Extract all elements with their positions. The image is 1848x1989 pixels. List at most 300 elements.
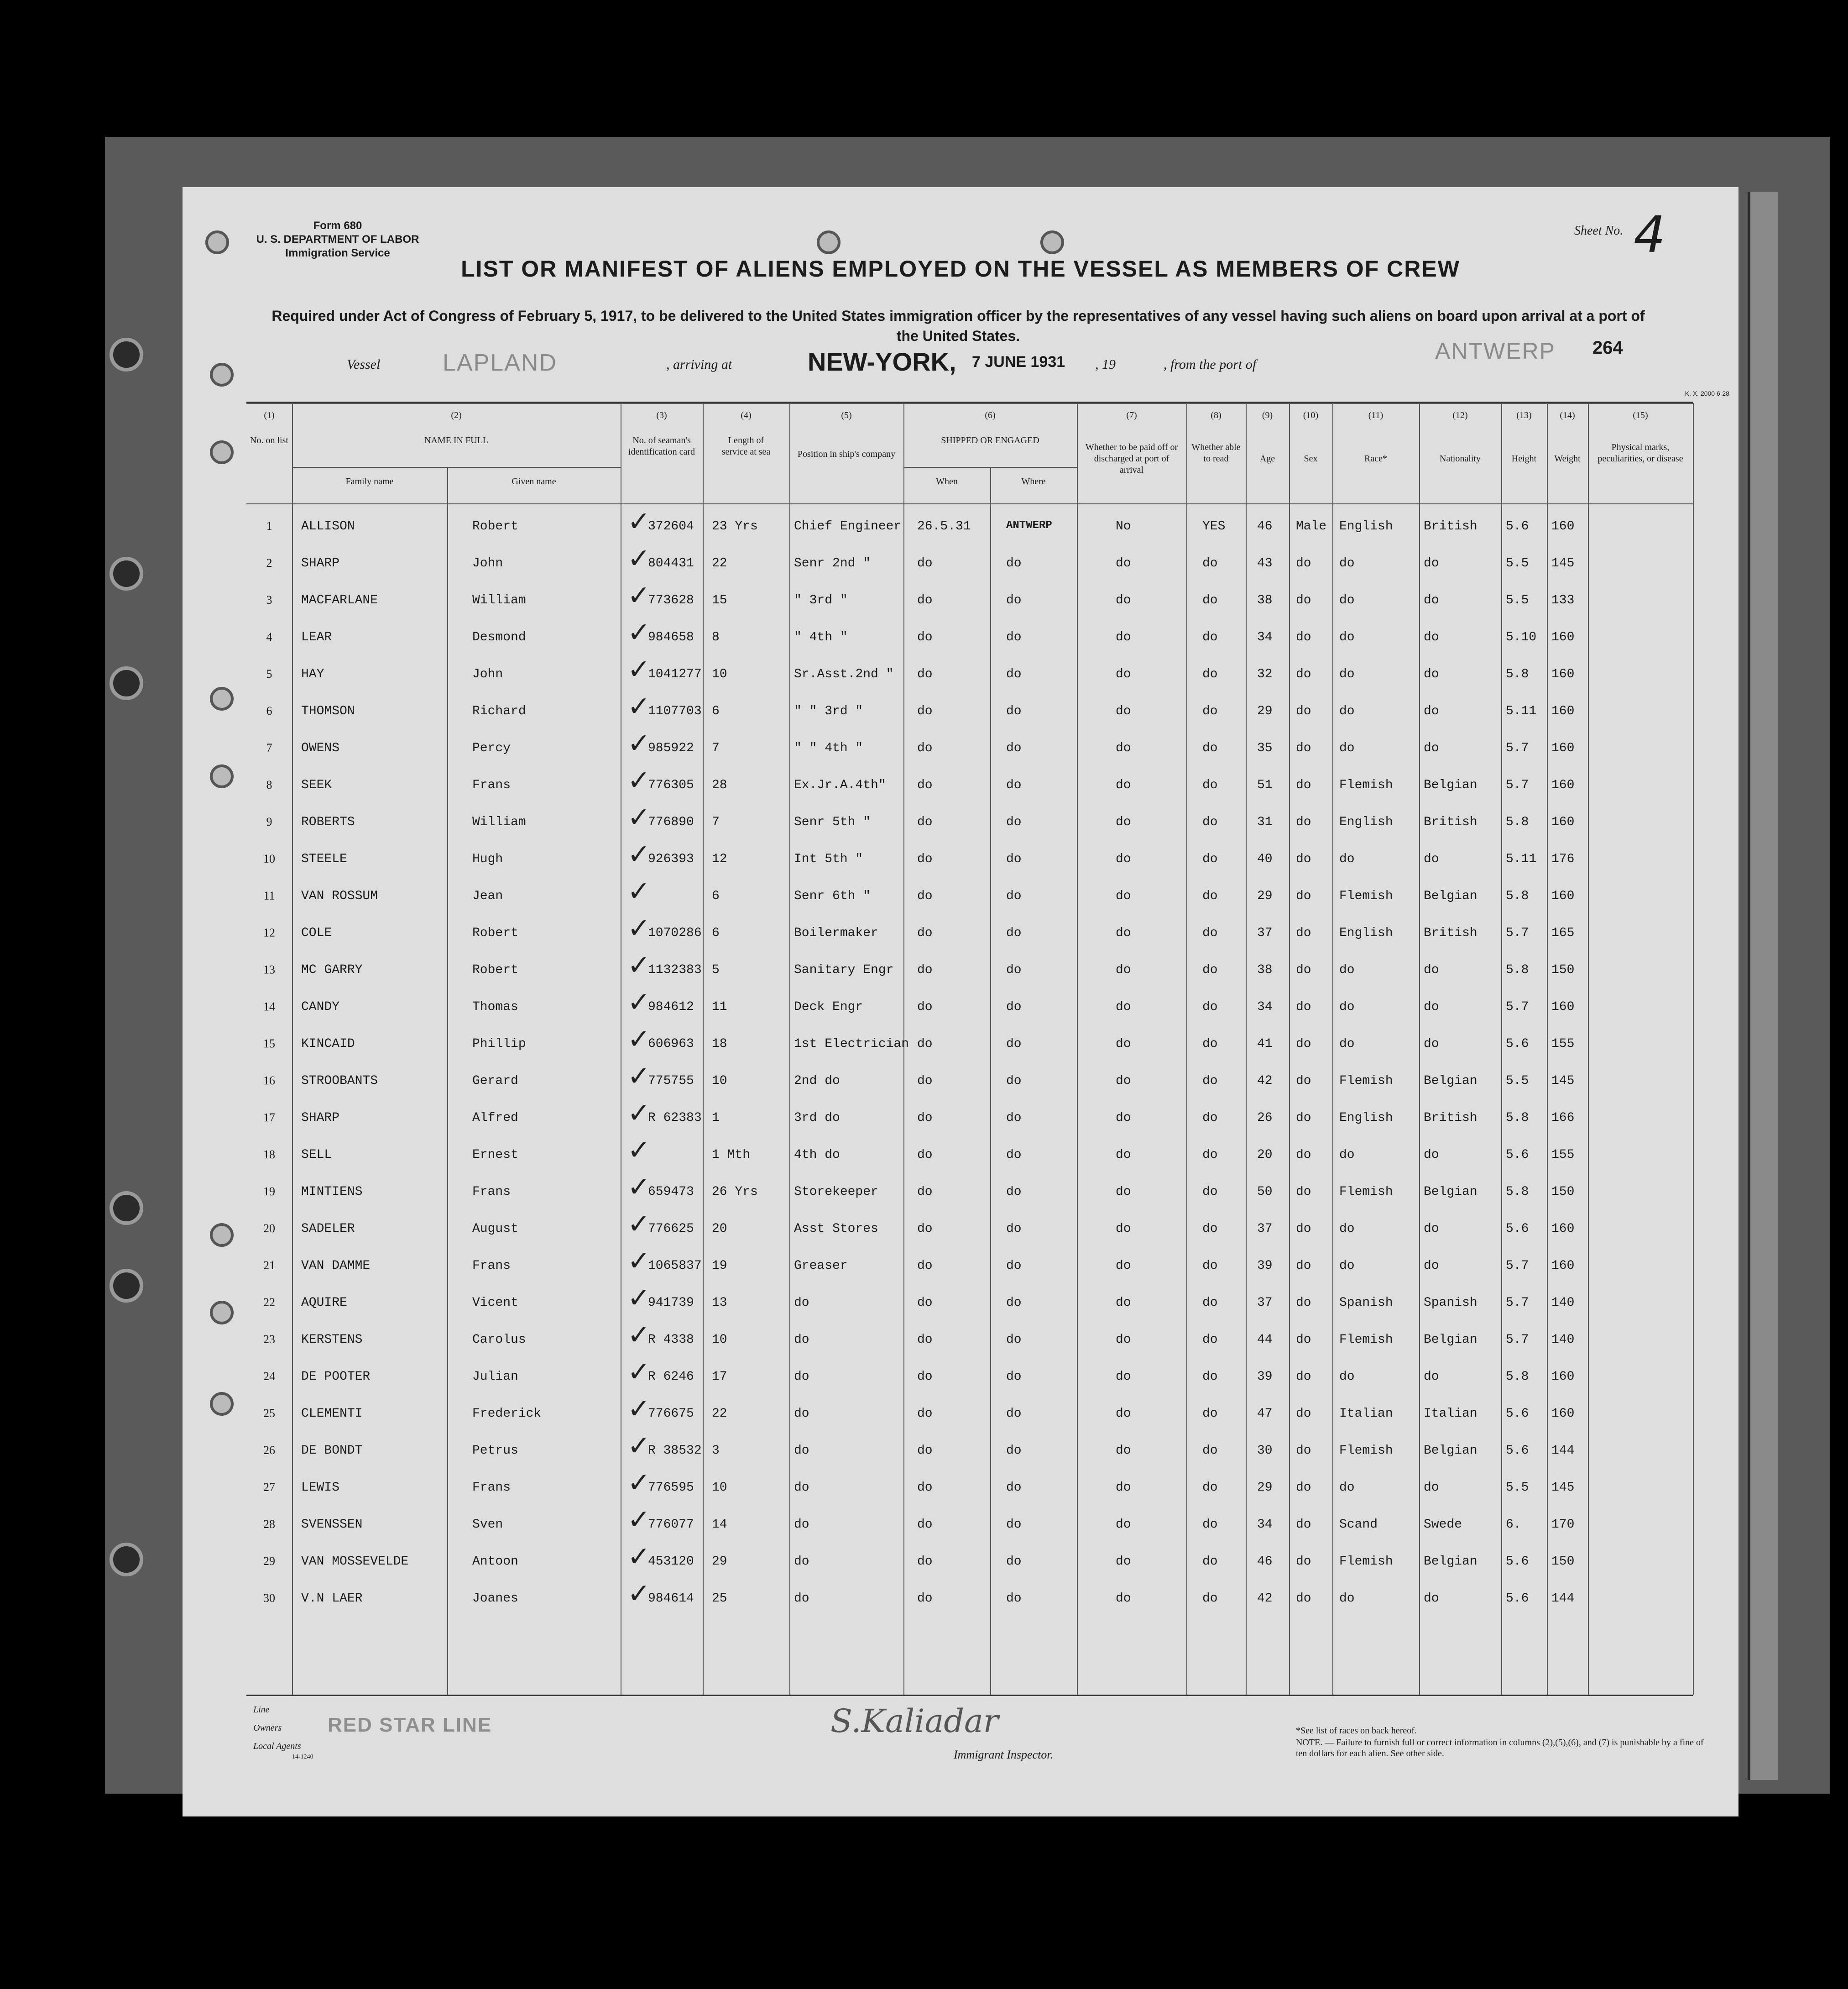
- cell-weight: 155: [1551, 1148, 1575, 1162]
- cell-service: 3: [712, 1444, 720, 1458]
- cell-paid: do: [1116, 630, 1131, 644]
- cell-paid: do: [1116, 1481, 1131, 1495]
- cell-position: Ex.Jr.A.4th": [794, 778, 886, 792]
- sheet-number: 4: [1634, 205, 1665, 264]
- cell-when: do: [917, 1222, 933, 1236]
- cell-sex: do: [1296, 1259, 1311, 1273]
- cell-weight: 170: [1551, 1518, 1575, 1532]
- col-7-number: (7): [1126, 410, 1137, 420]
- cell-position: " " 3rd ": [794, 704, 863, 718]
- cell-family: CANDY: [301, 1000, 340, 1014]
- cell-given: John: [472, 667, 503, 681]
- cell-paid: do: [1116, 1407, 1131, 1421]
- cell-age: 29: [1257, 889, 1273, 903]
- cell-weight: 160: [1551, 1370, 1575, 1384]
- cell-weight: 165: [1551, 926, 1575, 940]
- checkmark-icon: ✓: [627, 1245, 651, 1277]
- cell-when: do: [917, 1518, 933, 1532]
- cell-nationality: do: [1424, 1000, 1439, 1014]
- cell-race: English: [1339, 1111, 1393, 1125]
- cell-service: 11: [712, 1000, 727, 1014]
- cell-nationality: do: [1424, 963, 1439, 977]
- col-3-label: No. of seaman's identification card: [628, 435, 695, 457]
- col-1-number: (1): [264, 410, 275, 420]
- cell-when: do: [917, 963, 933, 977]
- from-port-label: , from the port of: [1164, 357, 1257, 372]
- race-note: *See list of races on back hereof.: [1296, 1726, 1417, 1736]
- cell-paid: do: [1116, 926, 1131, 940]
- col-14-number: (14): [1560, 410, 1575, 420]
- cell-height: 5.7: [1506, 1259, 1529, 1273]
- cell-when: do: [917, 593, 933, 607]
- cell-card: R 6246: [648, 1370, 694, 1384]
- row-number: 8: [266, 778, 272, 791]
- cell-weight: 150: [1551, 1555, 1575, 1569]
- cell-service: 6: [712, 926, 720, 940]
- cell-where: do: [1006, 852, 1022, 866]
- cell-card: 453120: [648, 1555, 694, 1569]
- punch-hole: [210, 440, 234, 464]
- cell-read: do: [1202, 1370, 1218, 1384]
- year-label: , 19: [1095, 357, 1116, 372]
- cell-family: V.N LAER: [301, 1591, 363, 1606]
- column-rule: [1547, 403, 1548, 1695]
- cell-given: Alfred: [472, 1111, 518, 1125]
- cell-read: do: [1202, 1000, 1218, 1014]
- page-number: 264: [1592, 338, 1623, 358]
- cell-given: Robert: [472, 519, 518, 534]
- cell-age: 51: [1257, 778, 1273, 792]
- cell-race: Flemish: [1339, 1444, 1393, 1458]
- cell-where: do: [1006, 593, 1022, 607]
- column-rule: [1186, 403, 1187, 1695]
- cell-race: Flemish: [1339, 1333, 1393, 1347]
- cell-age: 40: [1257, 852, 1273, 866]
- cell-nationality: do: [1424, 1148, 1439, 1162]
- row-number: 24: [263, 1370, 275, 1383]
- row-number: 2: [266, 556, 272, 570]
- cell-paid: No: [1116, 519, 1131, 534]
- cell-position: Senr 6th ": [794, 889, 871, 903]
- cell-sex: do: [1296, 1296, 1311, 1310]
- cell-height: 5.8: [1506, 1185, 1529, 1199]
- cell-height: 5.8: [1506, 1370, 1529, 1384]
- cell-position: Greaser: [794, 1259, 848, 1273]
- row-number: 25: [263, 1407, 275, 1420]
- cell-family: SHARP: [301, 556, 340, 571]
- cell-position: 2nd do: [794, 1074, 840, 1088]
- punch-hole: [210, 1301, 234, 1324]
- cell-race: Flemish: [1339, 1185, 1393, 1199]
- col-6-label: SHIPPED OR ENGAGED: [941, 435, 1039, 445]
- cell-where: do: [1006, 1259, 1022, 1273]
- cell-given: Frans: [472, 1481, 511, 1495]
- cell-sex: do: [1296, 1037, 1311, 1051]
- cell-sex: do: [1296, 926, 1311, 940]
- cell-family: STEELE: [301, 852, 347, 866]
- cell-race: Spanish: [1339, 1296, 1393, 1310]
- where-header: Where: [1021, 476, 1046, 487]
- cell-paid: do: [1116, 1259, 1131, 1273]
- cell-weight: 160: [1551, 889, 1575, 903]
- cell-when: do: [917, 1000, 933, 1014]
- cell-given: Robert: [472, 963, 518, 977]
- cell-race: do: [1339, 1481, 1355, 1495]
- cell-age: 20: [1257, 1148, 1273, 1162]
- cell-race: do: [1339, 1370, 1355, 1384]
- cell-race: do: [1339, 667, 1355, 681]
- cell-given: Joanes: [472, 1591, 518, 1606]
- cell-sex: do: [1296, 1555, 1311, 1569]
- cell-position: do: [794, 1370, 809, 1384]
- cell-weight: 160: [1551, 667, 1575, 681]
- cell-paid: do: [1116, 1444, 1131, 1458]
- cell-height: 5.6: [1506, 1407, 1529, 1421]
- cell-family: DE POOTER: [301, 1370, 371, 1384]
- cell-given: William: [472, 815, 526, 829]
- cell-age: 37: [1257, 926, 1273, 940]
- col-13-number: (13): [1516, 410, 1532, 420]
- cell-height: 5.6: [1506, 1222, 1529, 1236]
- punch-hole: [110, 1191, 143, 1225]
- column-rule: [1501, 403, 1502, 1695]
- cell-nationality: do: [1424, 1222, 1439, 1236]
- col-1-label: No. on list: [250, 435, 288, 445]
- cell-given: Phillip: [472, 1037, 526, 1051]
- col-4-number: (4): [741, 410, 752, 420]
- checkmark-icon: ✓: [627, 1467, 651, 1499]
- cell-read: do: [1202, 1296, 1218, 1310]
- cell-family: DE BONDT: [301, 1444, 363, 1458]
- cell-position: Sr.Asst.2nd ": [794, 667, 894, 681]
- cell-where: do: [1006, 630, 1022, 644]
- cell-service: 23 Yrs: [712, 519, 758, 534]
- cell-height: 5.6: [1506, 1037, 1529, 1051]
- cell-position: Asst Stores: [794, 1222, 878, 1236]
- cell-nationality: do: [1424, 1037, 1439, 1051]
- cell-service: 25: [712, 1591, 727, 1606]
- cell-given: Desmond: [472, 630, 526, 644]
- cell-height: 5.8: [1506, 1111, 1529, 1125]
- cell-family: VAN ROSSUM: [301, 889, 378, 903]
- cell-paid: do: [1116, 741, 1131, 755]
- cell-read: do: [1202, 778, 1218, 792]
- cell-race: Italian: [1339, 1407, 1393, 1421]
- row-number: 1: [266, 519, 272, 533]
- cell-service: 5: [712, 963, 720, 977]
- cell-card: 1132383: [648, 963, 702, 977]
- punch-hole: [110, 338, 143, 372]
- cell-weight: 155: [1551, 1037, 1575, 1051]
- cell-where: do: [1006, 1407, 1022, 1421]
- cell-card: R 38532: [648, 1444, 702, 1458]
- cell-given: Vicent: [472, 1296, 518, 1310]
- cell-when: do: [917, 1074, 933, 1088]
- cell-sex: do: [1296, 630, 1311, 644]
- punch-hole: [110, 666, 143, 700]
- cell-age: 38: [1257, 963, 1273, 977]
- cell-nationality: Belgian: [1424, 1555, 1477, 1569]
- cell-read: do: [1202, 1555, 1218, 1569]
- row-number: 27: [263, 1481, 275, 1494]
- cell-race: English: [1339, 815, 1393, 829]
- cell-height: 5.6: [1506, 1555, 1529, 1569]
- cell-sex: do: [1296, 1518, 1311, 1532]
- cell-race: Flemish: [1339, 889, 1393, 903]
- row-number: 4: [266, 630, 272, 644]
- cell-when: do: [917, 1407, 933, 1421]
- col-11-label: Race*: [1364, 454, 1387, 464]
- cell-family: AQUIRE: [301, 1296, 347, 1310]
- cell-nationality: Belgian: [1424, 1444, 1477, 1458]
- cell-family: VAN DAMME: [301, 1259, 371, 1273]
- cell-weight: 140: [1551, 1296, 1575, 1310]
- cell-card: 804431: [648, 556, 694, 571]
- cell-card: 1070286: [648, 926, 702, 940]
- cell-age: 44: [1257, 1333, 1273, 1347]
- cell-service: 29: [712, 1555, 727, 1569]
- cell-when: do: [917, 889, 933, 903]
- cell-age: 34: [1257, 1518, 1273, 1532]
- col-12-label: Nationality: [1440, 454, 1481, 464]
- cell-weight: 160: [1551, 630, 1575, 644]
- cell-read: do: [1202, 1481, 1218, 1495]
- cell-family: KINCAID: [301, 1037, 355, 1051]
- cell-race: English: [1339, 519, 1393, 534]
- col-13-label: Height: [1511, 454, 1537, 464]
- cell-read: YES: [1202, 519, 1226, 534]
- cell-position: do: [794, 1333, 809, 1347]
- cell-age: 31: [1257, 815, 1273, 829]
- cell-where: do: [1006, 1074, 1022, 1088]
- col-15-label: Physical marks, peculiarities, or disease: [1597, 442, 1683, 464]
- cell-read: do: [1202, 667, 1218, 681]
- row-number: 15: [263, 1037, 275, 1050]
- cell-sex: Male: [1296, 519, 1327, 534]
- cell-read: do: [1202, 1074, 1218, 1088]
- cell-position: Sanitary Engr: [794, 963, 894, 977]
- punch-hole: [110, 1269, 143, 1303]
- cell-when: do: [917, 1111, 933, 1125]
- cell-weight: 150: [1551, 1185, 1575, 1199]
- col-2-number: (2): [451, 410, 462, 420]
- checkmark-icon: ✓: [627, 1023, 651, 1055]
- cell-race: do: [1339, 556, 1355, 571]
- cell-height: 5.7: [1506, 1296, 1529, 1310]
- cell-height: 5.6: [1506, 519, 1529, 534]
- cell-when: do: [917, 815, 933, 829]
- cell-where: do: [1006, 1037, 1022, 1051]
- punch-hole: [210, 687, 234, 711]
- col-6-number: (6): [985, 410, 996, 420]
- cell-weight: 160: [1551, 1259, 1575, 1273]
- cell-position: 3rd do: [794, 1111, 840, 1125]
- cell-family: LEWIS: [301, 1481, 340, 1495]
- col-15-number: (15): [1633, 410, 1648, 420]
- cell-read: do: [1202, 630, 1218, 644]
- cell-family: SELL: [301, 1148, 332, 1162]
- cell-when: do: [917, 1148, 933, 1162]
- cell-race: Flemish: [1339, 1555, 1393, 1569]
- cell-paid: do: [1116, 1185, 1131, 1199]
- cell-position: Boilermaker: [794, 926, 878, 940]
- cell-race: do: [1339, 1037, 1355, 1051]
- checkmark-icon: ✓: [627, 1504, 651, 1536]
- cell-read: do: [1202, 1518, 1218, 1532]
- cell-weight: 160: [1551, 1222, 1575, 1236]
- row-number: 13: [263, 963, 275, 976]
- cell-where: do: [1006, 667, 1022, 681]
- cell-sex: do: [1296, 852, 1311, 866]
- department-name: U. S. DEPARTMENT OF LABOR: [256, 233, 419, 246]
- cell-service: 10: [712, 1333, 727, 1347]
- cell-nationality: do: [1424, 1259, 1439, 1273]
- column-rule: [789, 403, 790, 1695]
- col-12-number: (12): [1452, 410, 1468, 420]
- punch-hole: [1040, 230, 1064, 254]
- checkmark-icon: ✓: [627, 1208, 651, 1240]
- cell-card: 1107703: [648, 704, 702, 718]
- cell-given: Gerard: [472, 1074, 518, 1088]
- cell-sex: do: [1296, 1111, 1311, 1125]
- cell-height: 5.8: [1506, 667, 1529, 681]
- row-number: 11: [263, 889, 275, 902]
- form-number: Form 680: [313, 220, 362, 232]
- cell-card: 659473: [648, 1185, 694, 1199]
- row-number: 9: [266, 815, 272, 828]
- cell-weight: 166: [1551, 1111, 1575, 1125]
- row-number: 10: [263, 852, 275, 865]
- cell-height: 5.7: [1506, 741, 1529, 755]
- cell-service: 10: [712, 1481, 727, 1495]
- cell-race: do: [1339, 593, 1355, 607]
- checkmark-icon: ✓: [627, 949, 651, 981]
- cell-weight: 150: [1551, 963, 1575, 977]
- cell-paid: do: [1116, 963, 1131, 977]
- cell-card: 773628: [648, 593, 694, 607]
- punch-hole: [210, 764, 234, 788]
- cell-given: Ernest: [472, 1148, 518, 1162]
- header-bottom-rule: [246, 503, 1693, 504]
- arriving-label: , arriving at: [666, 357, 732, 372]
- arrival-date: 7 JUNE 1931: [972, 353, 1065, 371]
- cell-read: do: [1202, 1333, 1218, 1347]
- name-header-rule: [292, 467, 621, 468]
- cell-age: 50: [1257, 1185, 1273, 1199]
- cell-when: do: [917, 926, 933, 940]
- cell-age: 29: [1257, 704, 1273, 718]
- cell-when: do: [917, 1259, 933, 1273]
- page-subtitle: Required under Act of Congress of February 5, 1917, to be delivered to the United States immigration officer by the representatives of any vessel having such aliens on board upon arrival at a port of the United States.: [271, 308, 1645, 344]
- cell-read: do: [1202, 704, 1218, 718]
- column-rule: [1588, 403, 1589, 1695]
- cell-age: 32: [1257, 667, 1273, 681]
- cell-where: ANTWERP: [1006, 519, 1052, 532]
- shipping-line-stamp: RED STAR LINE: [328, 1714, 492, 1736]
- row-number: 19: [263, 1185, 275, 1198]
- cell-age: 37: [1257, 1296, 1273, 1310]
- row-number: 23: [263, 1333, 275, 1346]
- row-number: 30: [263, 1591, 275, 1605]
- cell-service: 6: [712, 704, 720, 718]
- cell-when: do: [917, 1185, 933, 1199]
- inspector-signature: S.Kaliadar: [830, 1702, 999, 1740]
- checkmark-icon: ✓: [627, 1134, 651, 1166]
- cell-nationality: Belgian: [1424, 889, 1477, 903]
- cell-given: John: [472, 556, 503, 571]
- cell-family: LEAR: [301, 630, 332, 644]
- cell-sex: do: [1296, 1370, 1311, 1384]
- cell-given: Robert: [472, 926, 518, 940]
- column-rule: [447, 467, 448, 1695]
- cell-paid: do: [1116, 1370, 1131, 1384]
- cell-card: 776890: [648, 815, 694, 829]
- cell-family: THOMSON: [301, 704, 355, 718]
- agents-code: 14-1240: [292, 1753, 313, 1760]
- cell-card: 776625: [648, 1222, 694, 1236]
- cell-family: STROOBANTS: [301, 1074, 378, 1088]
- checkmark-icon: ✓: [627, 1356, 651, 1388]
- cell-service: 15: [712, 593, 727, 607]
- cell-race: do: [1339, 630, 1355, 644]
- cell-position: " 4th ": [794, 630, 848, 644]
- cell-weight: 133: [1551, 593, 1575, 607]
- cell-when: do: [917, 1591, 933, 1606]
- cell-race: do: [1339, 704, 1355, 718]
- cell-family: SADELER: [301, 1222, 355, 1236]
- when-header: When: [936, 476, 958, 487]
- cell-service: 12: [712, 852, 727, 866]
- col-14-label: Weight: [1554, 454, 1581, 464]
- cell-weight: 144: [1551, 1444, 1575, 1458]
- checkmark-icon: ✓: [627, 1171, 651, 1203]
- cell-nationality: do: [1424, 630, 1439, 644]
- crew-table: [246, 402, 1693, 1696]
- column-rule: [990, 467, 991, 1695]
- checkmark-icon: ✓: [627, 1097, 651, 1129]
- cell-race: do: [1339, 852, 1355, 866]
- checkmark-icon: ✓: [627, 912, 651, 944]
- cell-card: R 62383: [648, 1111, 702, 1125]
- cell-height: 5.5: [1506, 1481, 1529, 1495]
- page-title: LIST OR MANIFEST OF ALIENS EMPLOYED ON THE VESSEL AS MEMBERS OF CREW: [461, 256, 1460, 282]
- cell-where: do: [1006, 926, 1022, 940]
- cell-read: do: [1202, 1444, 1218, 1458]
- cell-height: 5.6: [1506, 1148, 1529, 1162]
- cell-nationality: Swede: [1424, 1518, 1462, 1532]
- cell-where: do: [1006, 963, 1022, 977]
- checkmark-icon: ✓: [627, 986, 651, 1018]
- cell-height: 5.7: [1506, 926, 1529, 940]
- cell-given: Thomas: [472, 1000, 518, 1014]
- cell-race: do: [1339, 1148, 1355, 1162]
- cell-card: 776305: [648, 778, 694, 792]
- cell-sex: do: [1296, 815, 1311, 829]
- cell-nationality: Belgian: [1424, 1333, 1477, 1347]
- cell-where: do: [1006, 1591, 1022, 1606]
- cell-position: do: [794, 1481, 809, 1495]
- cell-nationality: Belgian: [1424, 1074, 1477, 1088]
- cell-age: 42: [1257, 1591, 1273, 1606]
- col-5-label: Position in ship's company: [797, 449, 896, 459]
- cell-height: 5.5: [1506, 556, 1529, 571]
- cell-position: Senr 5th ": [794, 815, 871, 829]
- cell-read: do: [1202, 593, 1218, 607]
- column-rule: [703, 403, 704, 1695]
- cell-when: do: [917, 1481, 933, 1495]
- cell-family: SVENSSEN: [301, 1518, 363, 1532]
- cell-read: do: [1202, 889, 1218, 903]
